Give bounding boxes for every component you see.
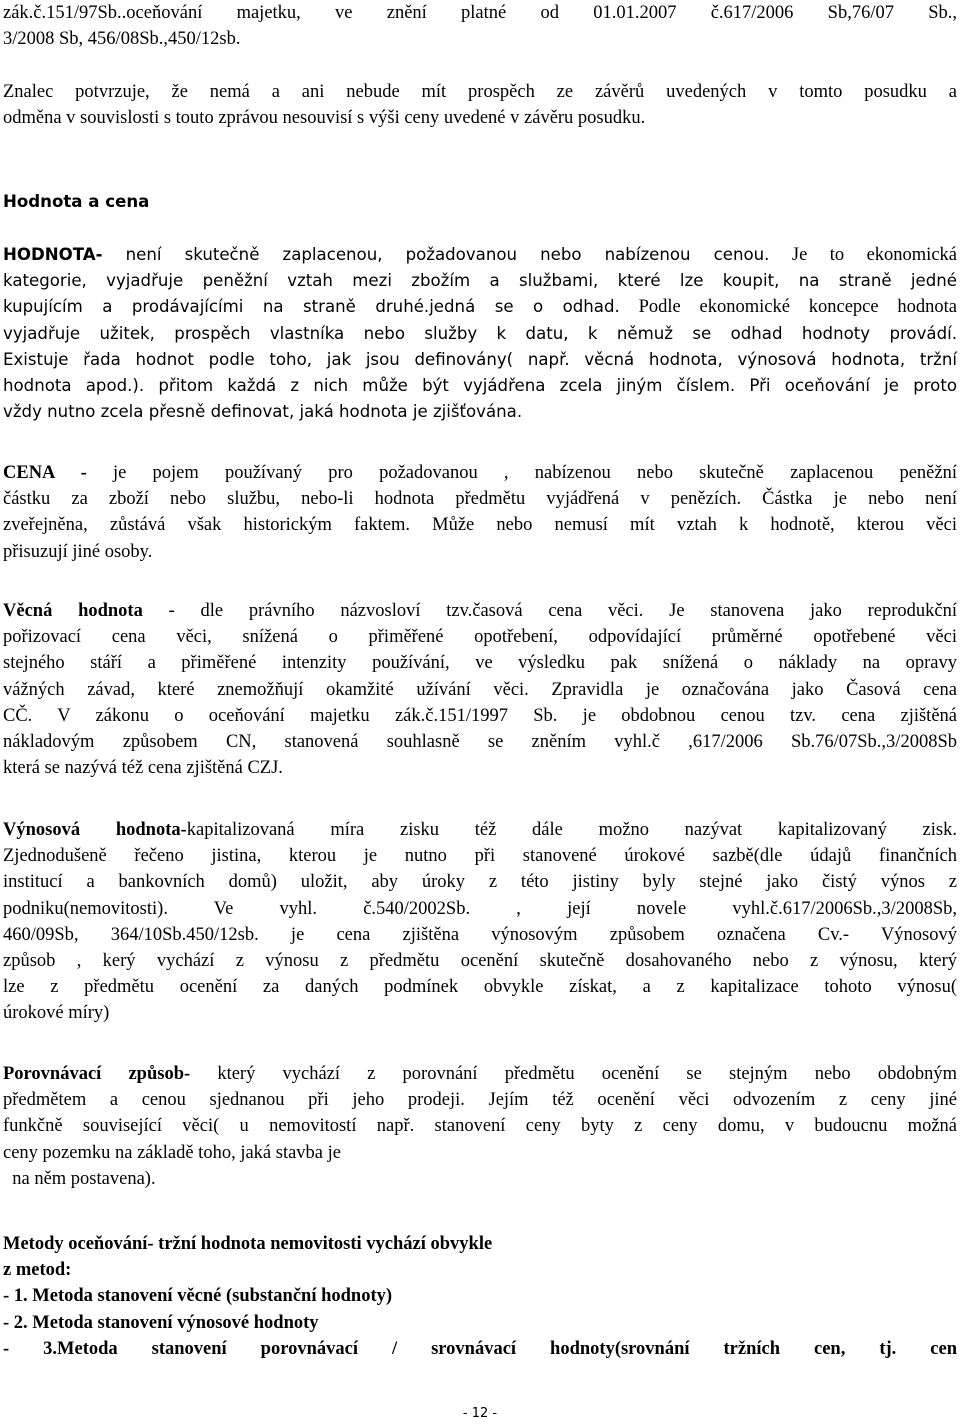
hodnota-line-4: vyjadřuje užitek, prospěch vlastníka nebo služby k datu, k němuž se odhad hodnoty provádí. — [3, 323, 957, 343]
vynosova-line-7: lze z předmětu ocenění za daných podmínek obvykle získat, a z kapitalizace tohoto výnosu( — [3, 977, 957, 998]
page-number: - 12 - — [462, 1406, 498, 1421]
cena-term: CENA - — [3, 463, 87, 483]
porovnavaci-line-2: předmětem a cenou sjednanou při jeho prodeji. Jejím též ocenění věci odvozením z ceny jiné — [3, 1090, 957, 1111]
vecna-line-3: stejného stáří a přiměřené intenzity používání, ve výsledku pak snížená o náklady na opravy — [3, 653, 957, 674]
metody-item: - 2. Metoda stanovení výnosové hodnoty — [3, 1312, 319, 1333]
hodnota-line-7: vždy nutno zcela přesně definovat, jaká hodnota je zjišťována. — [3, 402, 523, 422]
cena-line-4: přisuzují jiné osoby. — [3, 541, 153, 562]
vynosova-term: Výnosová hodnota- — [3, 820, 187, 840]
vynosova-line-2: Zjednodušeně řečeno jistina, kterou je nutno při stanovené úrokové sazbě(dle údajů finančních — [3, 846, 957, 867]
declaration-paragraph — [3, 79, 957, 131]
metody-item: - 1. Metoda stanovení věcné (substanční hodnoty) — [3, 1286, 393, 1307]
top-line-2: 3/2008 Sb, 456/08Sb.,450/12sb. — [3, 29, 241, 50]
porovnavaci-term: Porovnávací způsob- — [3, 1064, 191, 1084]
cena-line-3: zveřejněna, zůstává však historickým faktem. Může nebo nemusí mít vztah k hodnotě, kterou věci — [3, 515, 957, 536]
vynosova-line-8: úrokové míry) — [3, 1003, 110, 1024]
section-heading: Hodnota a cena — [3, 192, 150, 211]
cena-line-1: CENA - je pojem používaný pro požadovanou , nabízenou nebo skutečně zaplacenou peněžní — [3, 463, 957, 483]
porovnavaci-paragraph — [3, 1061, 957, 1192]
metody-heading-line-2: z metod: — [3, 1260, 72, 1281]
cena-paragraph — [3, 460, 957, 565]
cena-line-2: částku za zboží nebo službu, nebo-li hodnota předmětu vyjádřená v penězích. Částka je nebo není — [3, 489, 957, 510]
vecna-line-4: vážných závad, které znemožňují okamžité užívání věci. Zpravidla je označována jako Časová cena — [3, 679, 957, 700]
metody-item: - 3.Metoda stanovení porovnávací / srovnávací hodnoty(srovnání tržních cen, tj. cen — [3, 1338, 957, 1359]
metody-section — [3, 1231, 957, 1362]
porovnavaci-line-5: na něm postavena). — [3, 1168, 156, 1189]
top-line-1: zák.č.151/97Sb..oceňování majetku, ve znění platné od 01.01.2007 č.617/2006 Sb,76/07 Sb., — [3, 3, 957, 23]
hodnota-paragraph — [3, 242, 957, 425]
porovnavaci-line-4: ceny pozemku na základě toho, jaká stavba je — [3, 1142, 341, 1163]
vynosova-line-3: institucí a bankovních domů) uložit, aby úroky z této jistiny byly stejné jako čistý výnos z — [3, 872, 957, 893]
vynosova-line-5: 460/09Sb, 364/10Sb.450/12sb. je cena zjištěna výnosovým způsobem označena Cv.- Výnosový — [3, 924, 957, 945]
hodnota-line-6: hodnota apod.). přitom každá z nich může být vyjádřena zcela jiným číslem. Při oceňování je proto — [3, 376, 957, 396]
metody-heading-line-1: Metody oceňování- tržní hodnota nemovitosti vychází obvykle — [3, 1234, 493, 1254]
vecna-line-5: CČ. V zákonu o oceňování majetku zák.č.151/1997 Sb. je obdobnou cenou tzv. cena zjištěná — [3, 705, 957, 726]
top-paragraph — [3, 0, 957, 52]
porovnavaci-line-1: Porovnávací způsob- který vychází z porovnání předmětu ocenění se stejným nebo obdobným — [3, 1064, 957, 1084]
declaration-line-2: odměna v souvislosti s touto zprávou nesouvisí s výši ceny uvedené v závěru posudku. — [3, 108, 646, 129]
vecna-line-7: která se nazývá též cena zjištěná CZJ. — [3, 758, 283, 779]
vecna-paragraph — [3, 598, 957, 781]
hodnota-term: HODNOTA- — [3, 245, 103, 264]
vynosova-paragraph — [3, 817, 957, 1027]
declaration-line-1: Znalec potvrzuje, že nemá a ani nebude mít prospěch ze závěrů uvedených v tomto posudku a — [3, 82, 957, 102]
hodnota-line-2: kategorie, vyjadřuje peněžní vztah mezi zbožím a službami, které lze koupit, na straně jedné — [3, 271, 957, 291]
vecna-line-6: nákladovým způsobem CN, stanovená souhlasně se zněním vyhl.č ,617/2006 Sb.76/07Sb.,3/2008Sb — [3, 732, 957, 753]
hodnota-line-3: kupujícím a prodávajícími na straně druhé.jedná se o odhad. Podle ekonomické koncepce hodnota — [3, 297, 957, 318]
hodnota-line-5: Existuje řada hodnot podle toho, jak jsou definovány( např. věcná hodnota, výnosová hodnota, tržní — [3, 349, 957, 369]
porovnavaci-line-3: funkčně související věci( u nemovitostí např. stanovení ceny byty z ceny domu, v budoucnu možná — [3, 1116, 957, 1137]
vynosova-line-1: Výnosová hodnota-kapitalizovaná míra zisku též dále možno nazývat kapitalizovaný zisk. — [3, 820, 957, 840]
vecna-term: Věcná hodnota — [3, 601, 143, 621]
vecna-line-1: Věcná hodnota - dle právního názvosloví tzv.časová cena věci. Je stanovena jako reprodukční — [3, 601, 957, 621]
hodnota-line-1: HODNOTA- není skutečně zaplacenou, požadovanou nebo nabízenou cenou. Je to ekonomická — [3, 245, 957, 265]
vynosova-line-6: způsob , kerý vychází z výnosu z předmětu ocenění skutečně dosahovaného nebo z výnosu, který — [3, 951, 957, 972]
vecna-line-2: pořizovací cena věci, snížená o přiměřené opotřebení, odpovídající průměrné opotřebené věci — [3, 627, 957, 648]
vynosova-line-4: podniku(nemovitosti). Ve vyhl. č.540/2002Sb. , její novele vyhl.č.617/2006Sb.,3/2008Sb, — [3, 898, 957, 919]
